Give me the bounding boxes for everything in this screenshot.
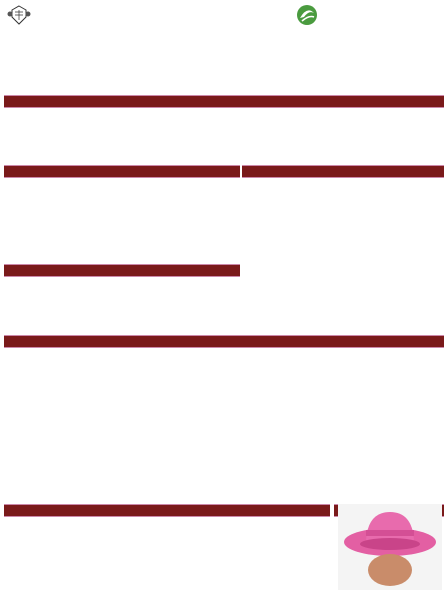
results-heading (4, 165, 240, 178)
description-row (8, 137, 18, 146)
sample-info-heading (4, 95, 444, 108)
customer-ref-row (316, 83, 326, 92)
analysis-date-row (8, 124, 12, 133)
analysed-for-row (8, 70, 12, 79)
disclaimer-heading (4, 504, 330, 517)
coat-of-arms-icon (6, 4, 32, 26)
chart-heading (242, 165, 444, 178)
uv-transmittance-chart (248, 178, 444, 318)
review-heading (4, 335, 444, 348)
uncertainty-heading (4, 264, 240, 277)
sample-colour-row (224, 112, 242, 121)
material-sample-photo (338, 504, 442, 590)
sample-type-row (8, 112, 20, 121)
arpansa-logo-icon (296, 4, 318, 26)
arpansa-ref-row (8, 83, 14, 92)
instrumentation-row (224, 124, 228, 133)
